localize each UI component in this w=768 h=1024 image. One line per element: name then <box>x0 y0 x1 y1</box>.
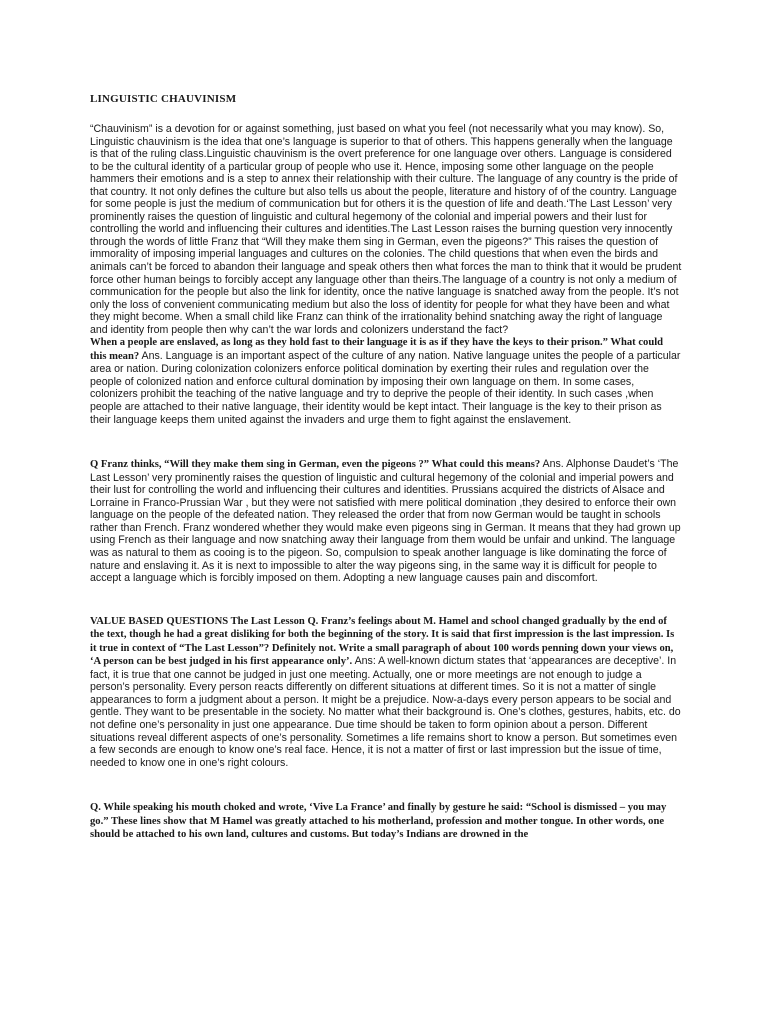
question-4: Q. While speaking his mouth choked and wrote, ‘Vive La France’ and finally by gesture he said: “School is dismissed – you may go.” These lines show that M Hamel was greatly attached to his motherland, profession and mother tongue. In other words, one should be attached to his own land, cultures and customs. But today’s Indians are drowned in the <box>90 802 667 841</box>
question-2-paragraph <box>90 458 682 584</box>
intro-paragraph <box>90 123 682 426</box>
answer-1: Ans. Language is an important aspect of the culture of any nation. Native language unites the people of a particular area or nation. During colonization colonizers enforce political domination by exerting their rules and regulation over the people of colonized nation and enforce cultural domination by imposing their own language on them. In some cases, colonizers prohibit the teaching of the native language and try to deprive the people of their identity. In such cases ,when people are attached to their native language, their identity would be kept intact. Their language is the key to their prison as their language keeps them united against the invaders and urge them to fight against the enslavement. <box>90 349 681 426</box>
answer-2: Ans. Alphonse Daudet’s ‘The Last Lesson’ very prominently raises the question of linguistic and cultural hegemony of the colonial and imperial powers and their lust for controlling the world and influencing their cultures and identities. Prussians acquired the districts of Alsace and Lorraine in Franco-Prussian War , but they were not satisfied with mere political domination ,they desired to enforce their own language on the people of the defeated nation. They released the order that from now German would be taught in schools rather than French. Franz wondered whether they would make even pigeons sing in German. It means that they had grown up using French as their language and now snatching away their language from them would be unfair and unkind. The language was as natural to them as cooing is to the pigeon. So, compulsion to speak another language is like dominating the force of nature and enslaving it. As it is next to impossible to alter the way pigeons sing, in the same way it is difficult for people to accept a language which is forcibly imposed on them. Adopting a new language causes pain and discomfort. <box>90 458 681 585</box>
document-page <box>90 92 682 842</box>
question-2: Q Franz thinks, “Will they make them sing in German, even the pigeons ?” What could this means? <box>90 459 541 471</box>
answer-3: Ans: A well-known dictum states that ‘appearances are deceptive’. In fact, it is true that one cannot be judged in just one meeting. Actually, one or more meetings are not enough to judge a person’s personality. Every person reacts differently on different situations at different times. So it is not a matter of single appearances to form a judgment about a person. It might be a prejudice. Now-a-days every person appears to be social and gentle. They want to be presentable in the society. No matter what their background is. One’s clothes, gestures, habits, etc. do not define one’s personality in just one appearance. Due time should be taken to form opinion about a person. Different situations reveal different aspects of one’s personality. Sometimes a life remains short to know a person. But sometimes even a few seconds are enough to know one’s real face. Hence, it is not a matter of first or last impression but the issue of time, needed to know one in one’s right colours. <box>90 655 681 769</box>
question-3-paragraph <box>90 615 682 770</box>
intro-text: “Chauvinism” is a devotion for or against something, just based on what you feel (not necessarily what you may know). So, Linguistic chauvinism is the idea that one’s language is superior to that of others. This happens generally when the language is that of the ruling class.Linguistic chauvinism is the overt preference for one language over others. Language is considered to be the cultural identity of a particular group of people who use it. Hence, imposing some other language on the people hammers their emotions and is a step to annex their relationship with their culture. The language of any country is the pride of that country. It not only defines the culture but also tells us about the people, literature and history of of the country. Language for some people is just the medium of communication but for others it is the question of life and death.‘The Last Lesson’ very prominently raises the question of linguistic and cultural hegemony of the colonial and imperial powers and their lust for controlling the world and influencing their cultures and identities.The Last Lesson raises the burning question very innocently through the words of little Franz that “Will they make them sing in German, even the pigeons?” This raises the question of immorality of imposing imperial languages and cultures on the colonies. The child questions that when even the birds and animals can’t be forced to abandon their language and speak others then what forces the man to think that it would be prudent force other human beings to forcibly accept any language other than theirs.The language of a country is not only a medium of communication for the people but also the link for identity, once the native language is snatched away from the people. It’s not only the loss of convenient communicating medium but also the loss of identity for people for what they have been and what they might become. When a small child like Franz can think of the irrationality behind snatching away the right of language and identity from people then why can’t the war lords and colonizers understand the fact? <box>90 123 682 336</box>
question-4-paragraph <box>90 801 682 842</box>
question-3: Q. Franz’s feelings about M. Hamel and school changed gradually by the end of the text, though he had a great disliking for both the beginning of the story. It is said that first impression is the last impression. Is it true in context of “The Last Lesson”? Definitely not. Write a small paragraph of about 100 words penning down your views on, ‘A person can be best judged in his first appearance only’. <box>90 615 675 668</box>
question-1: When a people are enslaved, as long as they hold fast to their language it is as if they have the keys to their prison.” What could this mean? <box>90 337 664 362</box>
page-title: LINGUISTIC CHAUVINISM <box>90 93 237 105</box>
value-based-heading: VALUE BASED QUESTIONS The Last Lesson <box>90 615 308 627</box>
